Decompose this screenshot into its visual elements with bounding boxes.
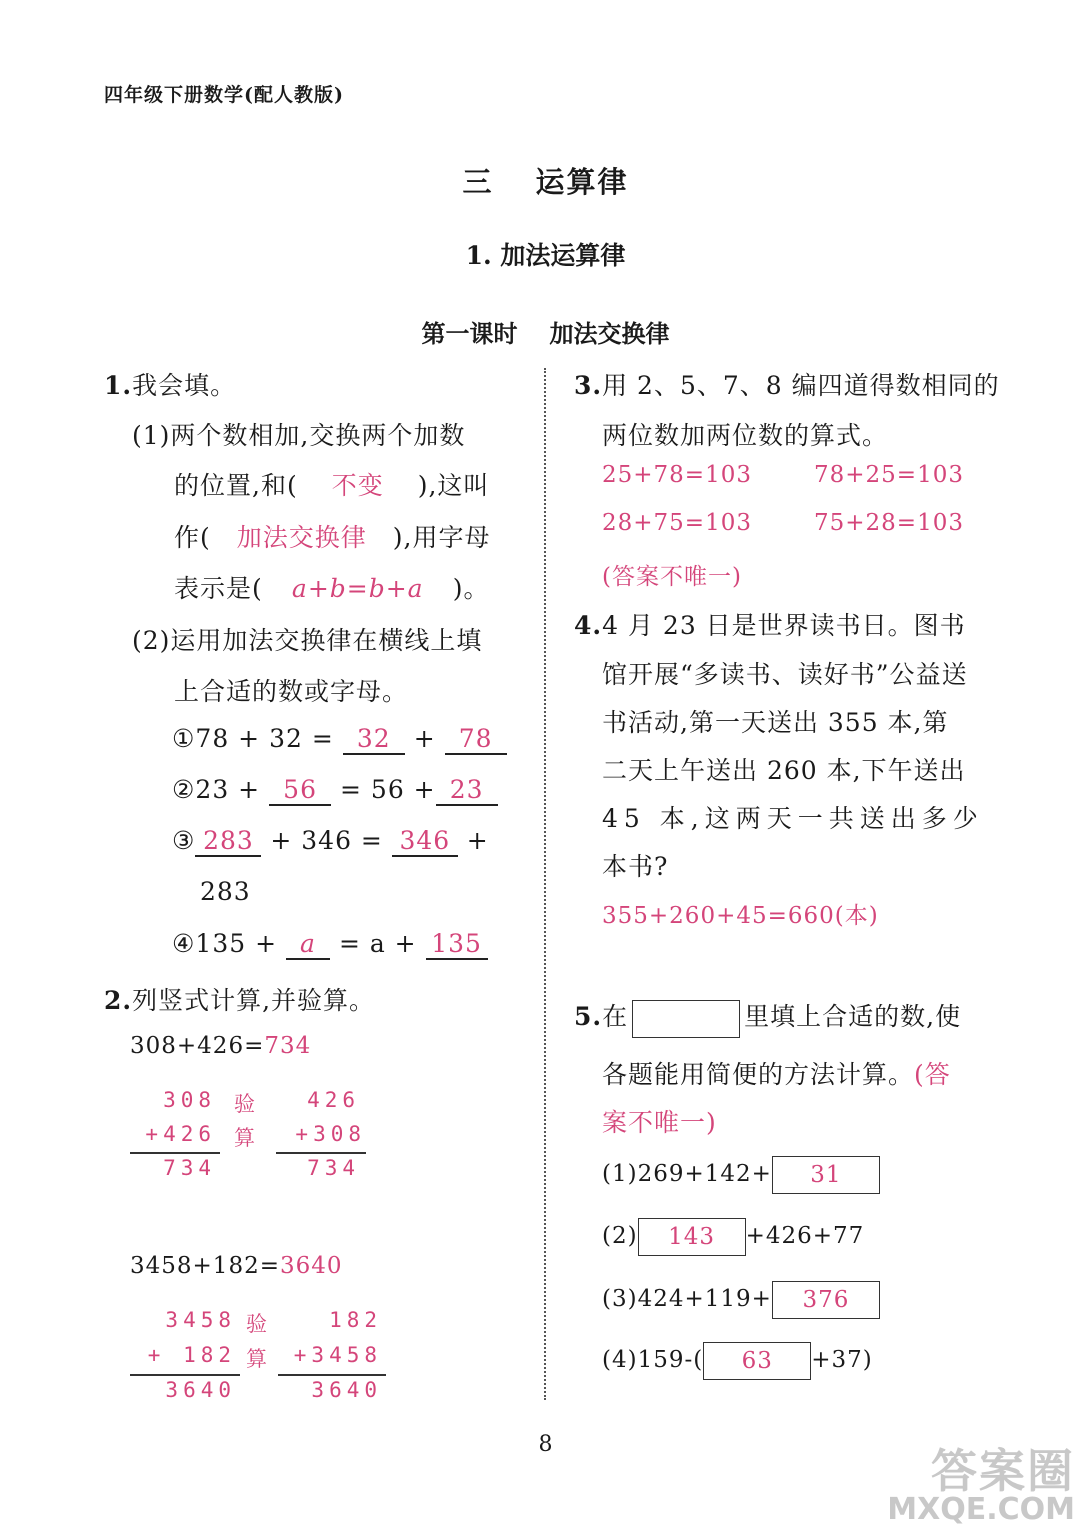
item-text: (2) [602,1223,638,1249]
lesson-title [0,314,1091,349]
section-title: 1. 加法运算律 [465,241,626,270]
row-text: = a + [338,929,417,958]
calc1-answer: 734 [264,1033,312,1059]
q4-line1 [574,606,966,642]
q3-line1 [574,366,1000,402]
q1-p1-text: 的位置,和( [174,471,298,500]
answer-formula: a+b=b+a [291,574,424,603]
page-number: 8 [538,1432,553,1457]
answer-box: 143 [638,1218,746,1256]
q4-text: 4 月 23 日是世界读书日。图书 [602,611,966,640]
answer-box: 376 [772,1281,880,1319]
q1-p1-text: )。 [452,574,490,603]
q5-note-cont: 案不唯一) [602,1108,717,1137]
q5-item-1 [602,1156,880,1194]
blank-answer: 346 [392,827,458,857]
item-text: +37) [811,1347,873,1373]
q1-row3 [172,826,489,857]
q5-item-3 [602,1281,880,1319]
q3-answer-4: 75+28=103 [814,510,964,536]
q1-row2 [172,775,498,806]
calc2-line [130,1374,240,1376]
q4-number: 4. [574,611,603,640]
blank-answer: 135 [426,930,488,960]
q4-line2: 馆开展“多读书、读好书”公益送 [602,660,968,689]
q1-title: 我会填。 [132,371,237,400]
q3-text: 用 2、5、7、8 编四道得数相同的 [602,371,1000,400]
item-text: (3)424+119+ [602,1286,772,1312]
watermark-url: MXQE.COM [887,1492,1075,1527]
expression-text: 3458+182= [130,1253,280,1279]
chapter-number: 三 [462,165,494,199]
check2-addend: +3458 [293,1343,382,1367]
blank-answer: 283 [195,827,261,857]
q3-note: (答案不唯一) [602,564,742,590]
answer-box: 63 [703,1342,811,1380]
q1-row3-cont: 283 [200,877,251,906]
q4-line4: 二天上午送出 260 本,下午送出 [602,756,966,785]
answer-box: 31 [772,1156,880,1194]
q1-p1-text: ),用字母 [392,523,491,552]
chapter-name: 运算律 [535,165,629,199]
q1-p1-line4 [174,569,490,605]
q1-row1 [172,724,507,755]
calc2-addend: + 182 [147,1343,236,1367]
calc1-expression [130,1033,311,1059]
q1-p1-line1: (1)两个数相加,交换两个加数 [132,421,466,450]
q1-p1-text: 作( [174,523,211,552]
q1-p1-text: 表示是( [174,574,263,603]
suan-label: 算 [246,1347,267,1371]
q5-item-2 [602,1218,864,1256]
q5-item-4 [602,1342,873,1380]
calc1-result: 734 [163,1156,216,1180]
q2-heading [104,981,375,1017]
row-text: = 56 + [340,775,436,804]
answer-unchanged: 不变 [331,471,384,500]
blank-answer: 23 [436,776,498,806]
q3-answer-2: 78+25=103 [814,462,964,488]
check1-line [276,1152,366,1154]
yan-label: 验 [234,1092,255,1116]
calc2-answer: 3640 [279,1253,343,1279]
q1-number: 1. [104,371,133,400]
q5-line2 [602,1055,951,1091]
q4-answer: 355+260+45=660(本) [602,903,879,929]
watermark-logo-text: 答案圈 [931,1444,1075,1498]
q1-p2-line1: (2)运用加法交换律在横线上填 [132,626,483,655]
q5-line1 [574,997,961,1038]
row-text: ④135 + [172,929,278,958]
row-text: + [466,826,489,855]
blank-answer: a [286,930,330,960]
q3-answer-3: 28+75=103 [602,510,752,536]
q1-p2-line2: 上合适的数或字母。 [174,677,409,706]
q5-text: 在 [602,1002,629,1031]
q2-number: 2. [104,986,133,1015]
calc1-top: 308 [163,1088,216,1112]
item-text: +426+77 [745,1223,865,1249]
item-text: (4)159-( [602,1347,704,1373]
lesson-label: 第一课时 [421,319,518,348]
suan-label: 算 [234,1126,255,1150]
calc2-result: 3640 [165,1378,236,1402]
row-text: + [413,724,436,753]
column-divider [544,368,546,1400]
calc1-line [130,1152,220,1154]
check1-top: 426 [307,1088,360,1112]
row-text: ②23 + [172,775,261,804]
q4-line5: 45 本,这两天一共送出多少 [602,804,984,833]
q5-text: 里填上合适的数,使 [744,1002,962,1031]
row-text: ①78 + 32 = [172,724,334,753]
watermark [887,1444,1075,1527]
expression-text: 308+426= [130,1033,265,1059]
q5-text: 各题能用简便的方法计算。 [602,1060,915,1089]
q1-p1-text: ),这叫 [417,471,490,500]
row-text: ③ [172,826,196,855]
q3-line2: 两位数加两位数的算式。 [602,421,889,450]
answer-law-name: 加法交换律 [236,523,367,552]
item-text: (1)269+142+ [602,1161,772,1187]
calc1-addend: +426 [145,1122,216,1146]
blank-answer: 32 [343,725,405,755]
q3-number: 3. [574,371,603,400]
chapter-title [0,160,1091,201]
q3-answer-1: 25+78=103 [602,462,752,488]
calc2-top: 3458 [165,1308,236,1332]
q1-p1-line3 [174,518,490,554]
q1-row4 [172,929,488,960]
empty-box [632,1000,740,1038]
blank-answer: 78 [445,725,507,755]
yan-label: 验 [246,1312,267,1336]
q2-title: 列竖式计算,并验算。 [132,986,376,1015]
q4-line6: 本书? [602,852,669,881]
check2-top: 182 [329,1308,382,1332]
blank-answer: 56 [269,776,331,806]
book-header: 四年级下册数学(配人教版) [104,84,344,106]
q5-note: (答 [914,1060,951,1089]
row-text: + 346 = [270,826,383,855]
q5-number: 5. [574,1002,603,1031]
check2-result: 3640 [311,1378,382,1402]
check2-line [278,1374,386,1376]
q4-line3: 书活动,第一天送出 355 本,第 [602,708,949,737]
q1-p1-line2 [174,466,489,502]
check1-addend: +308 [295,1122,366,1146]
lesson-name: 加法交换律 [549,319,670,348]
check1-result: 734 [307,1156,360,1180]
calc2-expression [130,1253,343,1279]
q1-heading [104,366,236,402]
